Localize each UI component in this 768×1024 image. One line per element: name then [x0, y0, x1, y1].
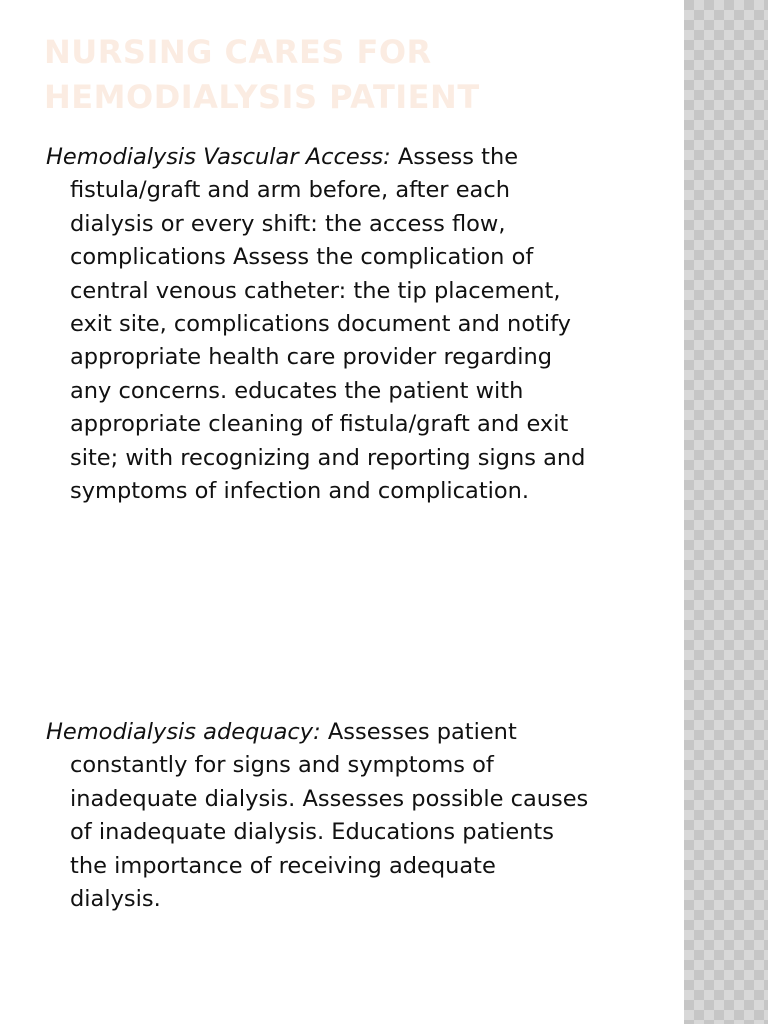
paragraph-line: the importance of receiving adequate — [70, 852, 496, 879]
vascular-access-paragraph — [46, 141, 662, 508]
paragraph-line: appropriate health care provider regarding — [70, 344, 553, 371]
paragraph-line: exit site, complications document and notify — [70, 311, 571, 338]
paragraph-line: dialysis or every shift: the access flow, — [70, 210, 506, 237]
paragraph-line: any concerns. educates the patient with — [70, 377, 524, 404]
paragraph-line: site; with recognizing and reporting signs and — [70, 444, 586, 471]
paragraph-line — [46, 716, 662, 749]
slide-title-line: NURSING CARES FOR — [44, 33, 432, 71]
paragraph-line: fistula/graft and arm before, after each — [70, 177, 510, 204]
paragraph-line: dialysis. — [70, 886, 161, 913]
dialysis-adequacy-paragraph — [46, 716, 662, 916]
slide-title-line: HEMODIALYSIS PATIENT — [44, 78, 480, 116]
paragraph-line: constantly for signs and symptoms of — [70, 752, 494, 779]
paragraph-line: central venous catheter: the tip placement, — [70, 277, 561, 304]
paragraph-line — [46, 141, 662, 174]
paragraph-line: complications Assess the complication of — [70, 244, 534, 271]
paragraph-line: symptoms of infection and complication. — [70, 478, 530, 505]
paragraph-line: inadequate dialysis. Assesses possible causes — [70, 785, 589, 812]
paragraph-line: appropriate cleaning of fistula/graft and exit — [70, 411, 569, 438]
paragraph-text: Assesses patient — [320, 719, 517, 745]
dialysis-adequacy-heading: Hemodialysis adequacy: — [46, 719, 321, 745]
decorative-pattern-panel — [684, 0, 768, 1024]
slide-title — [44, 30, 664, 120]
paragraph-line: of inadequate dialysis. Educations patients — [70, 819, 554, 846]
paragraph-text: Assess the — [390, 144, 519, 170]
vascular-access-heading: Hemodialysis Vascular Access: — [46, 144, 391, 170]
